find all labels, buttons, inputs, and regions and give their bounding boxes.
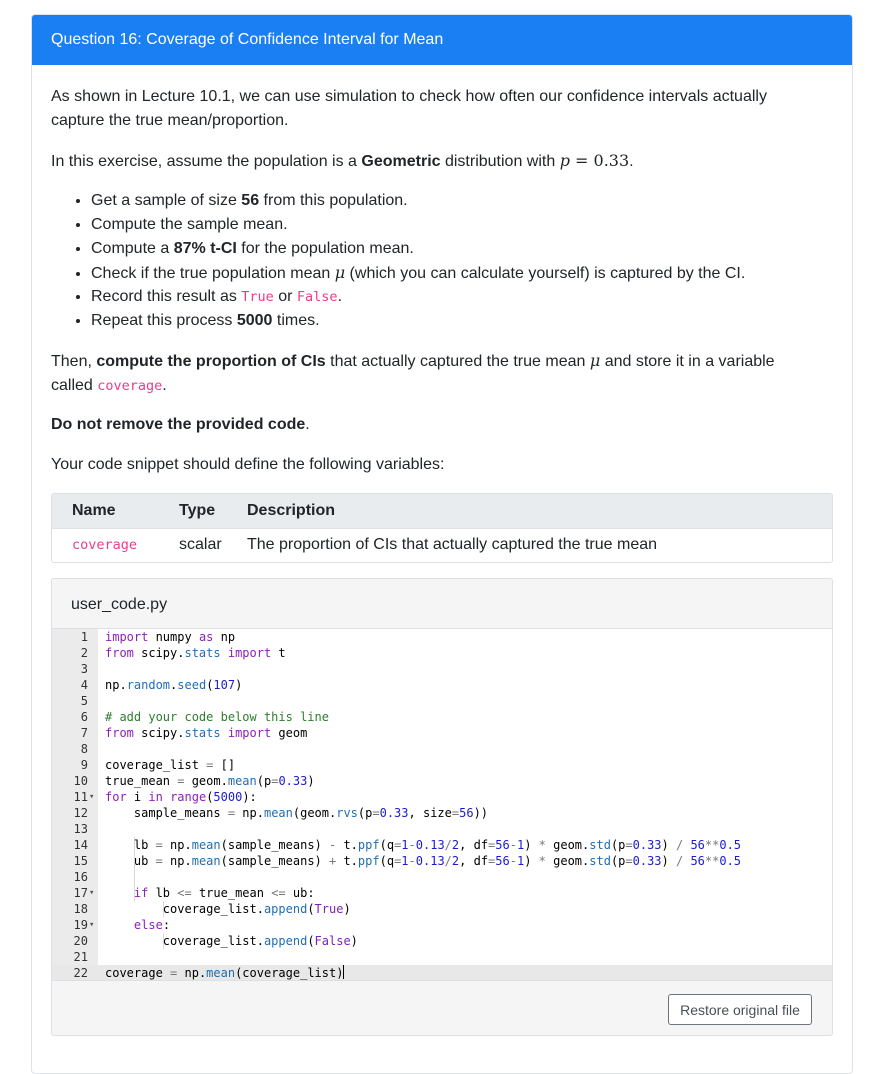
line-number: 22 <box>73 966 88 980</box>
line-number: 15 <box>73 854 88 868</box>
code-text: ub = np.mean(sample_means) + t.ppf(q=1-0.13/2, df=56-1) * geom.std(p=0.33) / 56**0.5 <box>105 854 742 868</box>
code-line[interactable] <box>52 965 832 981</box>
mu-symbol: μ <box>589 351 601 370</box>
code-text: from scipy.stats import geom <box>105 726 308 740</box>
code-coverage: coverage <box>97 378 163 394</box>
line-number: 10 <box>73 774 88 788</box>
question-title: Question 16: Coverage of Confidence Interval for Mean <box>32 15 852 65</box>
question-card <box>31 14 853 1074</box>
line-number: 5 <box>80 694 88 708</box>
step-item: • Record this result as True or False. <box>91 285 836 309</box>
step-item: • Repeat this process 5000 times. <box>91 309 836 333</box>
line-number: 21 <box>73 950 88 964</box>
step-item: • Check if the true population mean μ (which you can calculate yourself) is captured by the CI. <box>91 261 836 285</box>
code-text: sample_means = np.mean(geom.rvs(p=0.33, size=56)) <box>105 806 489 820</box>
code-text: np.random.seed(107) <box>105 678 243 692</box>
code-text: if lb <= true_mean <= ub: <box>133 886 315 900</box>
code-text: coverage = np.mean(coverage_list) <box>105 966 344 980</box>
code-line[interactable] <box>52 629 832 645</box>
var-description: The proportion of CIs that actually captured the true mean <box>247 536 658 553</box>
line-number: 3 <box>80 662 88 676</box>
distribution-name: Geometric <box>361 153 441 170</box>
code-text: from scipy.stats import t <box>105 646 286 660</box>
code-panel <box>51 578 833 1036</box>
code-text: coverage_list.append(False) <box>105 934 358 948</box>
code-line[interactable] <box>52 709 832 725</box>
steps-list <box>51 189 836 333</box>
line-number: 18 <box>73 902 88 916</box>
intro-line-2: capture the true mean/proportion. <box>51 112 289 129</box>
var-type: scalar <box>179 536 222 553</box>
table-header-row <box>52 494 832 529</box>
then-paragraph: Then, compute the proportion of CIs that actually captured the true mean μ and store it in a variable called coverage. <box>51 351 775 394</box>
line-number: 20 <box>73 934 88 948</box>
fold-arrow-icon[interactable]: ▾ <box>89 792 95 802</box>
code-text: true_mean = geom.mean(p=0.33) <box>105 774 315 788</box>
code-line[interactable] <box>52 917 832 933</box>
code-line[interactable] <box>52 661 832 677</box>
line-number: 14 <box>73 838 88 852</box>
step-item: • Compute the sample mean. <box>91 213 836 237</box>
code-line[interactable] <box>52 789 832 805</box>
header-name: Name <box>72 502 116 519</box>
step-item: • Get a sample of size 56 from this population. <box>91 189 836 213</box>
code-line[interactable] <box>52 869 832 885</box>
code-line[interactable] <box>52 885 832 901</box>
variables-table <box>51 493 833 563</box>
line-number: 16 <box>73 870 88 884</box>
code-line[interactable] <box>52 741 832 757</box>
code-line[interactable] <box>52 933 832 949</box>
line-number: 7 <box>80 726 88 740</box>
code-line[interactable] <box>52 853 832 869</box>
p-value: 0.33 <box>593 151 630 170</box>
fold-arrow-icon[interactable]: ▾ <box>89 920 95 930</box>
code-line[interactable] <box>52 837 832 853</box>
line-number: 17 <box>73 886 88 900</box>
code-text: lb = np.mean(sample_means) - t.ppf(q=1-0.13/2, df=56-1) * geom.std(p=0.33) / 56**0.5 <box>105 838 742 852</box>
p-symbol: p <box>559 151 570 170</box>
line-number: 11 <box>73 790 88 804</box>
file-name: user_code.py <box>71 596 168 613</box>
code-line[interactable] <box>52 677 832 693</box>
code-text: coverage_list = [] <box>105 758 236 772</box>
code-line[interactable] <box>52 693 832 709</box>
code-text: else: <box>133 918 171 932</box>
header-type: Type <box>179 502 216 519</box>
code-line[interactable] <box>52 773 832 789</box>
code-text: import numpy as np <box>105 630 236 644</box>
code-false: False <box>296 289 338 305</box>
code-line[interactable] <box>52 645 832 661</box>
intro-line-1: As shown in Lecture 10.1, we can use simulation to check how often our confidence intervals actually <box>51 88 767 105</box>
line-number: 2 <box>80 646 88 660</box>
code-editor[interactable] <box>52 628 832 981</box>
warning-paragraph: Do not remove the provided code. <box>51 416 310 433</box>
line-number: 8 <box>80 742 88 756</box>
step-item: • Compute a 87% t-CI for the population mean. <box>91 237 836 261</box>
code-line[interactable] <box>52 949 832 965</box>
population-paragraph: In this exercise, assume the population is a Geometric distribution with p = 0.33. <box>51 151 634 170</box>
mu-symbol: μ <box>334 263 346 282</box>
code-line[interactable] <box>52 805 832 821</box>
line-number: 13 <box>73 822 88 836</box>
line-number: 4 <box>80 678 88 692</box>
code-line[interactable] <box>52 757 832 773</box>
fold-arrow-icon[interactable]: ▾ <box>89 888 95 898</box>
text-cursor <box>343 965 344 979</box>
line-number: 6 <box>80 710 88 724</box>
table-row <box>52 529 832 562</box>
restore-original-file-button[interactable]: Restore original file <box>668 994 812 1025</box>
code-line[interactable] <box>52 725 832 741</box>
intro-paragraph <box>51 85 836 133</box>
code-text: # add your code below this line <box>105 710 329 724</box>
define-text: Your code snippet should define the following variables: <box>51 456 445 473</box>
code-line[interactable] <box>52 901 832 917</box>
code-text: coverage_list.append(True) <box>105 902 351 916</box>
code-line[interactable] <box>52 821 832 837</box>
code-true: True <box>241 289 274 305</box>
line-number: 12 <box>73 806 88 820</box>
line-number: 9 <box>80 758 88 772</box>
line-number: 19 <box>73 918 88 932</box>
code-text: for i in range(5000): <box>105 790 257 804</box>
header-description: Description <box>247 502 336 519</box>
var-name: coverage <box>72 537 138 553</box>
line-number: 1 <box>80 630 88 644</box>
